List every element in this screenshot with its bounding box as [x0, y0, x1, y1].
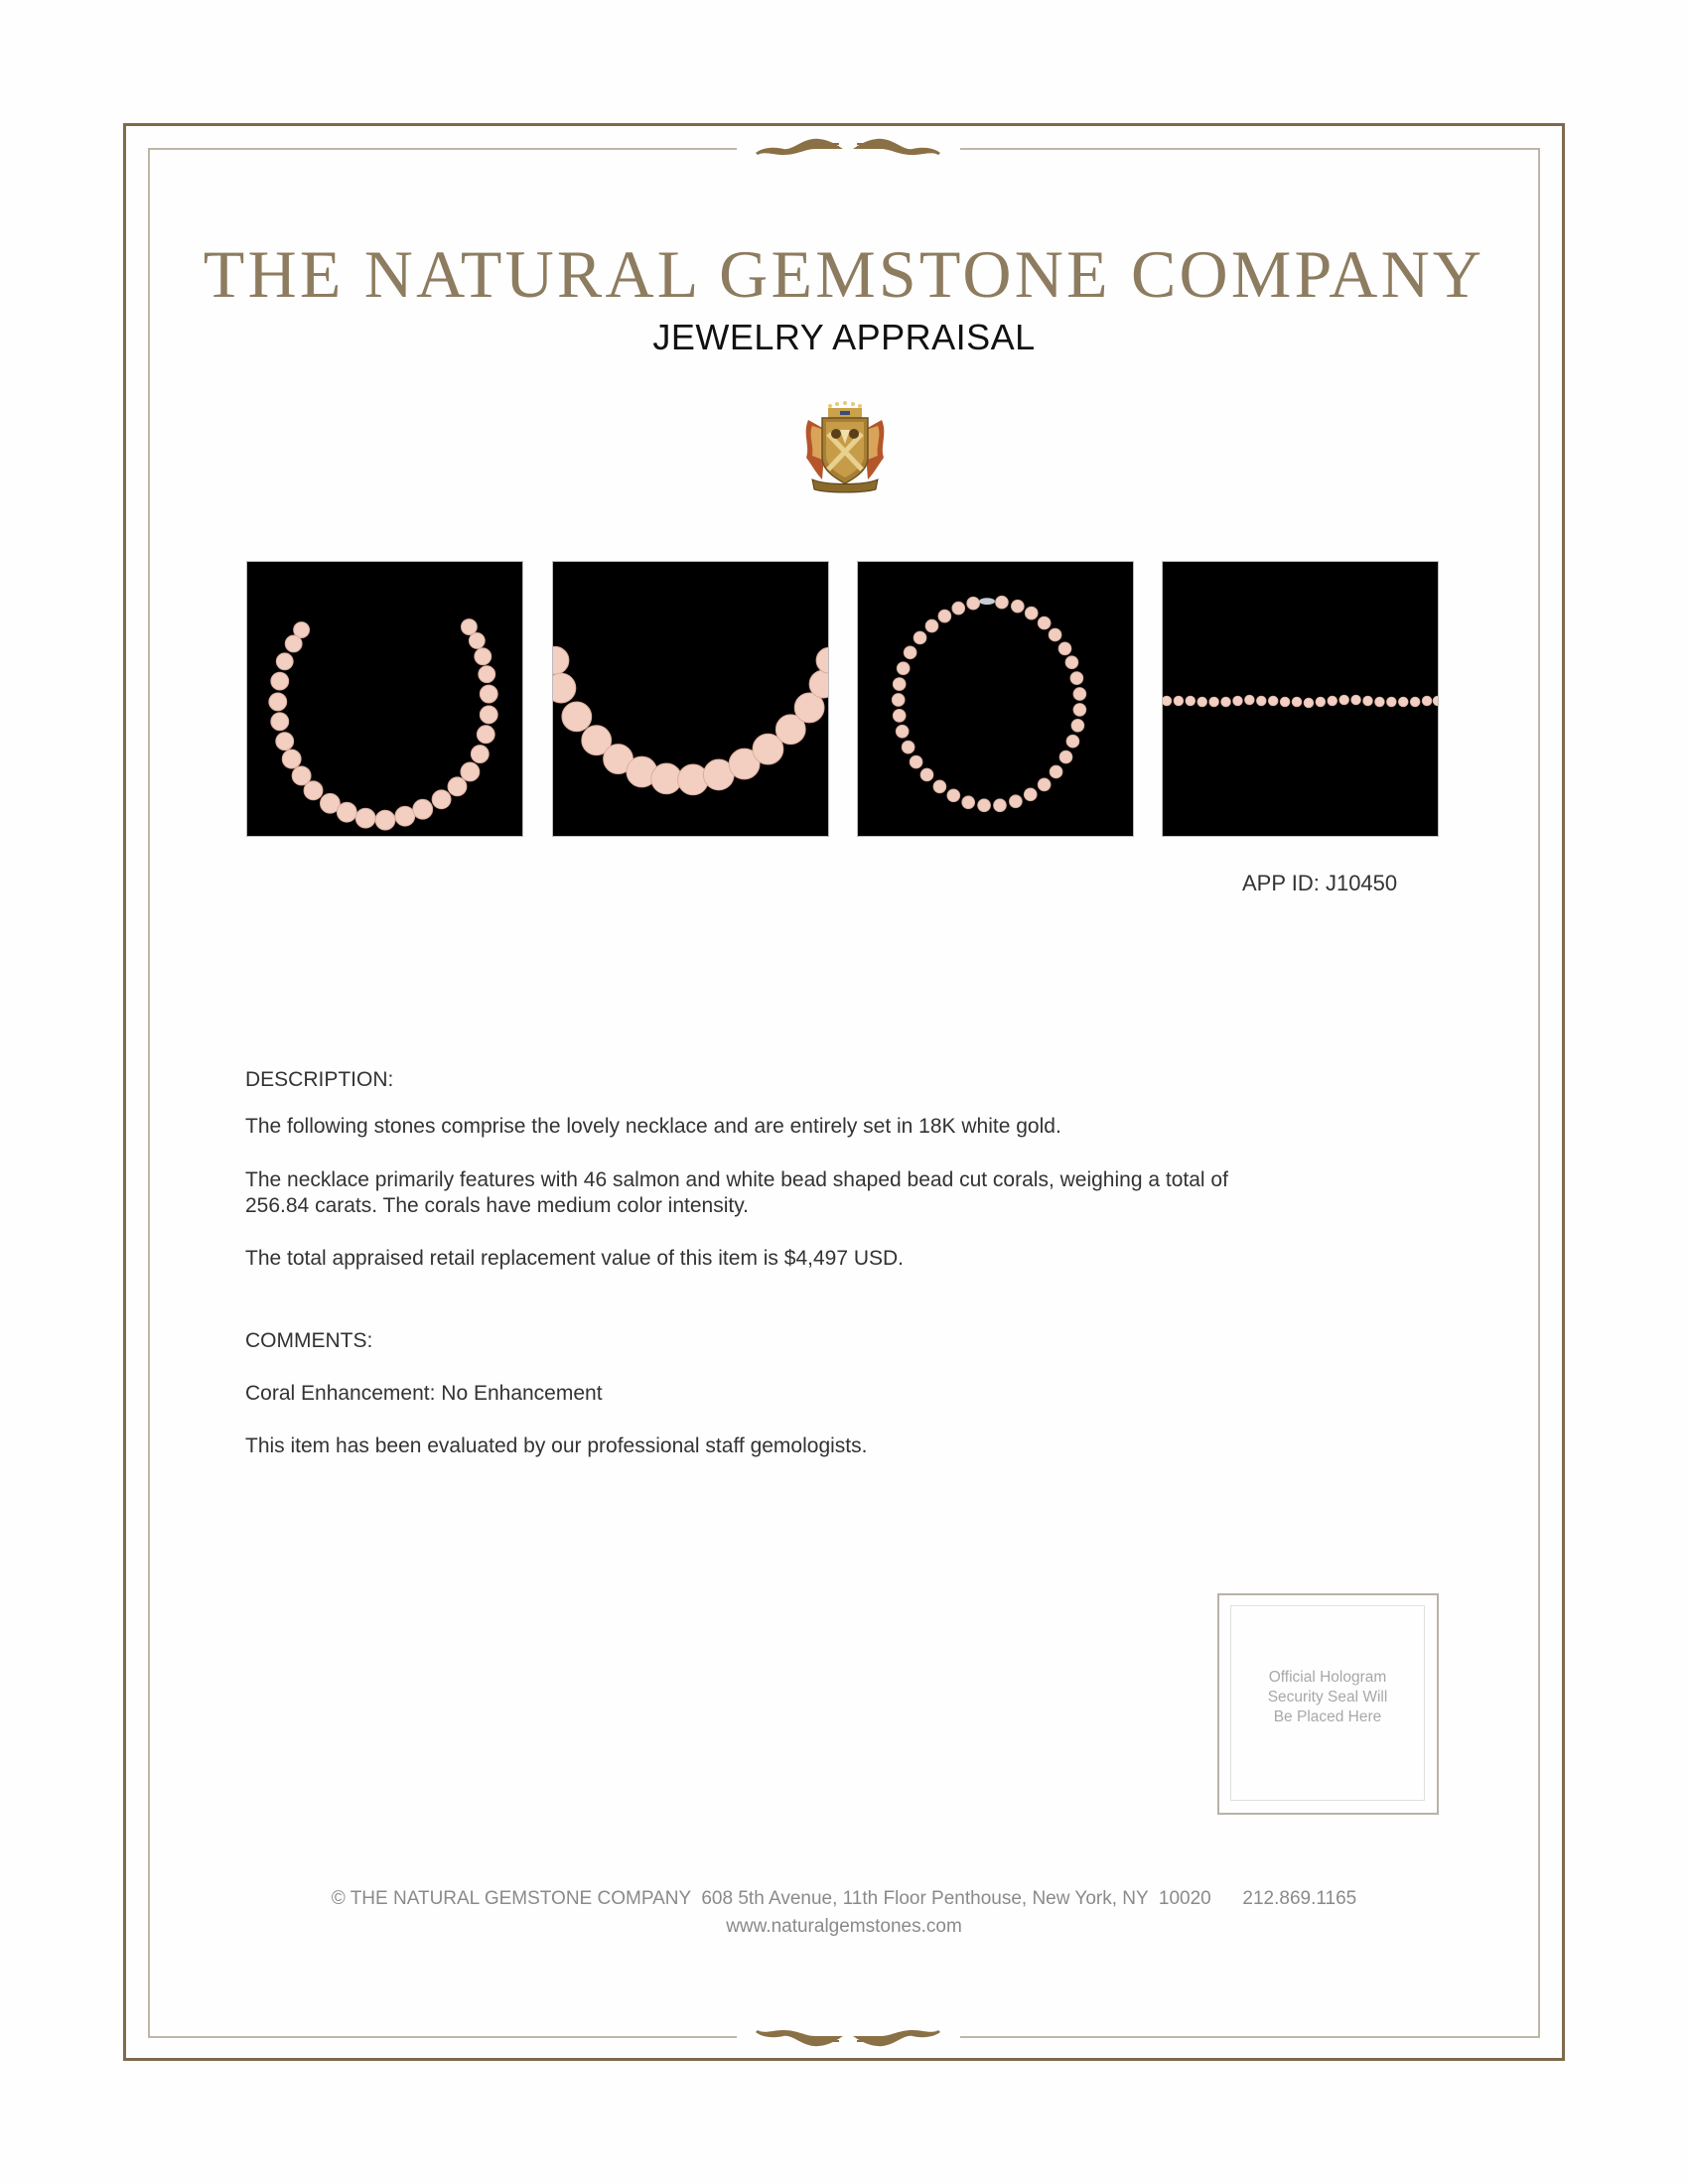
footer-address: © THE NATURAL GEMSTONE COMPANY 608 5th Avenue, 11th Floor Penthouse, New York, NY 10020 212.869.1165	[331, 1888, 1357, 1909]
description-appraised-value: The total appraised retail replacement value of this item is $4,497 USD.	[245, 1247, 905, 1270]
inner-border-top-left	[148, 148, 737, 150]
comment-evaluation: This item has been evaluated by our professional staff gemologists.	[245, 1434, 868, 1457]
product-photo-2[interactable]	[552, 561, 829, 837]
coral-necklace-closeup-icon	[553, 562, 828, 836]
coral-necklace-open-icon	[247, 562, 522, 836]
product-photo-1[interactable]	[246, 561, 523, 837]
coral-necklace-strand-icon	[1163, 562, 1438, 836]
top-flourish-icon	[754, 135, 942, 159]
inner-border-left	[148, 148, 150, 2038]
product-photo-4[interactable]	[1162, 561, 1439, 837]
description-paragraph-2-line-1: The necklace primarily features with 46 salmon and white bead shaped bead cut corals, weighing a total of	[245, 1168, 1228, 1191]
inner-border-right	[1538, 148, 1540, 2038]
inner-border-top-right	[960, 148, 1540, 150]
product-photo-3[interactable]	[857, 561, 1134, 837]
comment-enhancement: Coral Enhancement: No Enhancement	[245, 1382, 603, 1405]
description-paragraph-1: The following stones comprise the lovely necklace and are entirely set in 18K white gold.	[245, 1115, 1061, 1138]
comments-heading: COMMENTS:	[245, 1329, 373, 1352]
coral-necklace-full-loop-icon	[858, 562, 1133, 836]
heraldic-crest-icon	[802, 400, 888, 493]
appraisal-id: APP ID: J10450	[1242, 871, 1398, 895]
clasp-icon	[979, 598, 995, 605]
inner-border-bottom-left	[148, 2036, 737, 2038]
description-paragraph-2-line-2: 256.84 carats. The corals have medium color intensity.	[245, 1194, 749, 1217]
bottom-flourish-icon	[754, 2026, 942, 2050]
hologram-seal-text	[1230, 1668, 1425, 1727]
seal-line-2: Security Seal Will	[1267, 1689, 1388, 1706]
footer-website-link[interactable]: www.naturalgemstones.com	[726, 1916, 962, 1937]
document-title: JEWELRY APPRAISAL	[652, 317, 1036, 357]
seal-line-3: Be Placed Here	[1273, 1708, 1382, 1725]
inner-border-bottom-right	[960, 2036, 1540, 2038]
seal-line-1: Official Hologram	[1268, 1669, 1387, 1686]
description-heading: DESCRIPTION:	[245, 1068, 394, 1091]
company-name: THE NATURAL GEMSTONE COMPANY	[203, 236, 1485, 312]
